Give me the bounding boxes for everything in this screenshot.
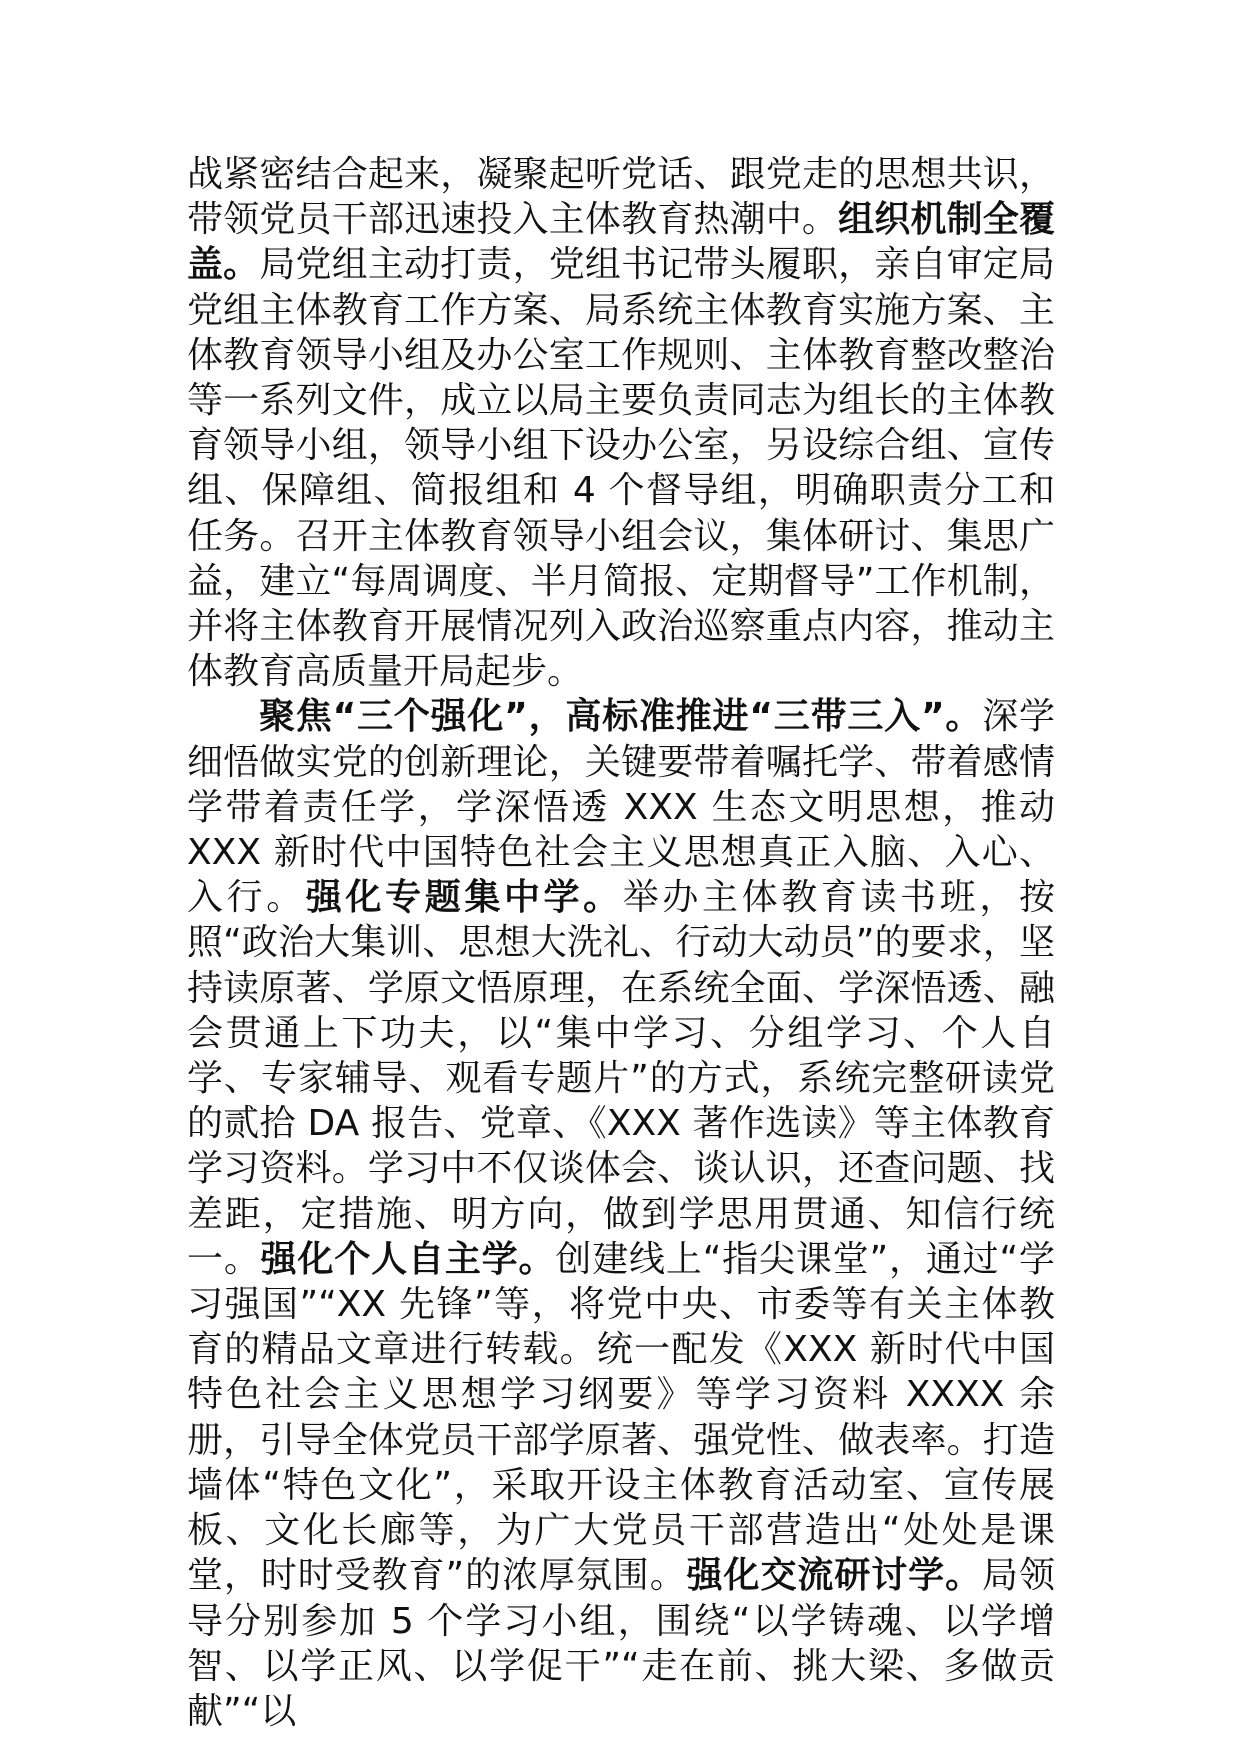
- paragraph-2-text: 局领导分别参加 5 个学习小组，围绕“以学铸魂、以学增智、以学正风、以学促干”“走在前、挑大梁、多做贡献”“以: [187, 1555, 1055, 1732]
- paragraph-2-text: 举办主体教育读书班，按照“政治大集训、思想大洗礼、行动大动员”的要求，坚持读原著、学原文悟原理，在系统全面、学深悟透、融会贯通上下功夫，以“集中学习、分组学习、个人自学、专家辅导、观看专题片”的方式，系统完整研读党的贰拾 DA 报告、党章、《XXX 著作选读》等主体教育学习资料。学习中不仅谈体会、谈认识，还查问题、找差距，定措施、明方向，做到学思用贯通、知信行统一。: [187, 877, 1055, 1280]
- paragraph-1-text: 局党组主动打责，党组书记带头履职，亲自审定局党组主体教育工作方案、局系统主体教育实施方案、主体教育领导小组及办公室工作规则、主体教育整改整治等一系列文件，成立以局主要负责同志为组长的主体教育领导小组，领导小组下设办公室，另设综合组、宣传组、保障组、简报组和 4 个督导组，明确职责分工和任务。召开主体教育领导小组会议，集体研讨、集思广益，建立“每周调度、半月简报、定期督导”工作机制，并将主体教育开展情况列入政治巡察重点内容，推动主体教育高质量开局起步。: [187, 244, 1055, 693]
- paragraph-2-heading-special-study: 强化专题集中学。: [305, 877, 623, 919]
- paragraph-2-heading-three-strengthen: 聚焦“三个强化”，高标准推进“三带三入”。: [259, 696, 983, 738]
- paragraph-2-text: 深学细悟做实党的创新理论，关键要带着嘱托学、带着感情学带着责任学，学深悟透 XXX 生态文明思想，推动 XXX 新时代中国特色社会主义思想真正入脑、入心、入行。: [187, 696, 1055, 919]
- paragraph-2-heading-self-study: 强化个人自主学。: [260, 1238, 556, 1280]
- document-page: [187, 152, 1055, 1734]
- paragraph-1: [187, 152, 1055, 694]
- paragraph-2-heading-exchange-study: 强化交流研讨学。: [686, 1555, 983, 1597]
- paragraph-1-heading-organization: 组织机制全覆盖。: [187, 199, 1055, 286]
- paragraph-2-text: 创建线上“指尖课堂”，通过“学习强国”“XX 先锋”等，将党中央、市委等有关主体教育的精品文章进行转载。统一配发《XXX 新时代中国特色社会主义思想学习纲要》等学习资料 XXXX 余册，引导全体党员干部学原著、强党性、做表率。打造墙体“特色文化”，采取开设主体教育活动室、宣传展板、文化长廊等，为广大党员干部营造出“处处是课堂，时时受教育”的浓厚氛围。: [187, 1238, 1055, 1597]
- paragraph-1-text: 战紧密结合起来，凝聚起听党话、跟党走的思想共识，带领党员干部迅速投入主体教育热潮中。: [187, 154, 1055, 241]
- paragraph-2: [187, 694, 1055, 1734]
